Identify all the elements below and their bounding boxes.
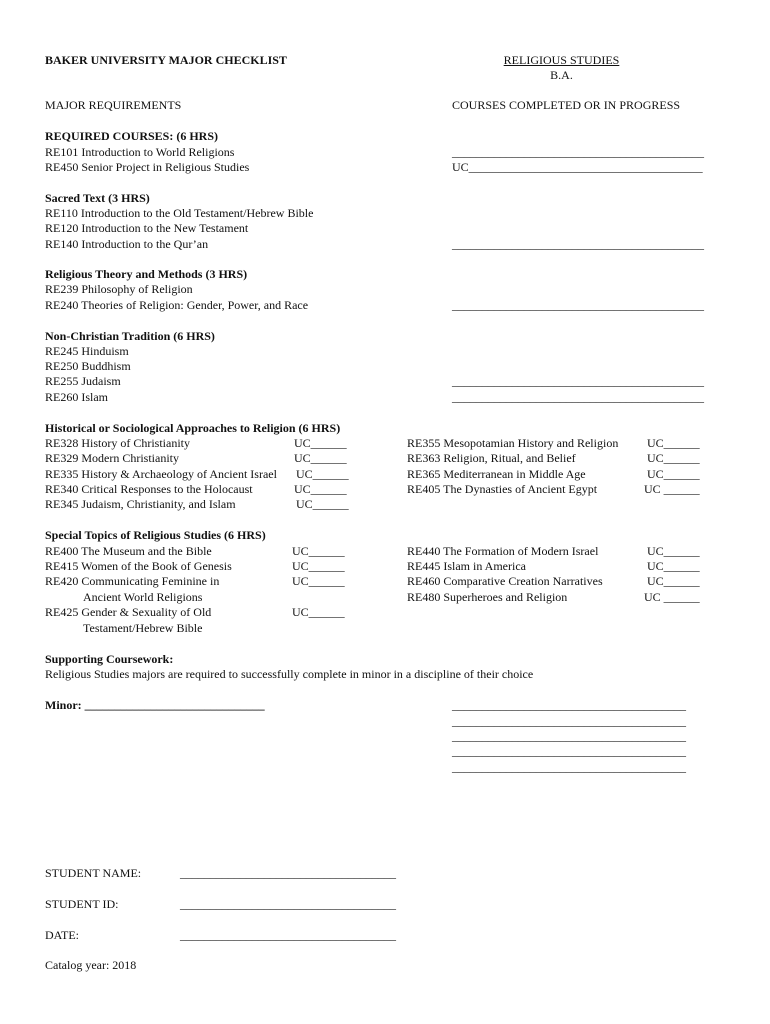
historical-course-re329: RE329 Modern Christianity (45, 451, 179, 465)
special-course-re425: RE425 Gender & Sexuality of Old (45, 605, 212, 619)
historical-course-re335: RE335 History & Archaeology of Ancient Israel (45, 467, 277, 481)
minor-blank-line-1[interactable]: _______________________________________ (452, 698, 686, 712)
historical-mark-re340[interactable]: UC______ (294, 482, 347, 496)
non-christian-blank-line-1[interactable]: __________________________________________ (452, 374, 704, 388)
special-topics-heading: Special Topics of Religious Studies (6 HRS) (45, 528, 266, 542)
required-course-re101: RE101 Introduction to World Religions (45, 145, 235, 159)
required-course-re450: RE450 Senior Project in Religious Studies (45, 160, 250, 174)
historical-mark-re365[interactable]: UC______ (647, 467, 700, 481)
special-mark-re420[interactable]: UC______ (292, 574, 345, 588)
sacred-text-heading: Sacred Text (3 HRS) (45, 191, 150, 205)
historical-mark-re335[interactable]: UC______ (296, 467, 349, 481)
non-christian-heading: Non-Christian Tradition (6 HRS) (45, 329, 215, 343)
catalog-year: Catalog year: 2018 (45, 958, 137, 972)
date-label: DATE: (45, 928, 79, 942)
special-course-re415: RE415 Women of the Book of Genesis (45, 559, 232, 573)
theory-course-re239: RE239 Philosophy of Religion (45, 282, 193, 296)
special-mark-re460[interactable]: UC______ (647, 574, 700, 588)
non-christian-course-re245: RE245 Hinduism (45, 344, 129, 358)
non-christian-course-re260: RE260 Islam (45, 390, 108, 404)
minor-blank-line-2[interactable]: _______________________________________ (452, 714, 686, 728)
supporting-coursework-heading: Supporting Coursework: (45, 652, 174, 666)
special-mark-re425[interactable]: UC______ (292, 605, 345, 619)
historical-course-re328: RE328 History of Christianity (45, 436, 190, 450)
historical-mark-re363[interactable]: UC______ (647, 451, 700, 465)
non-christian-course-re250: RE250 Buddhism (45, 359, 131, 373)
student-name-label: STUDENT NAME: (45, 866, 142, 880)
special-course-re460: RE460 Comparative Creation Narratives (407, 574, 603, 588)
minor-field[interactable]: Minor: ______________________________ (45, 698, 265, 712)
special-mark-re400[interactable]: UC______ (292, 544, 345, 558)
required-courses-heading: REQUIRED COURSES: (6 HRS) (45, 129, 219, 143)
historical-mark-re328[interactable]: UC______ (294, 436, 347, 450)
historical-course-re355: RE355 Mesopotamian History and Religion (407, 436, 619, 450)
sacred-course-re110: RE110 Introduction to the Old Testament/Hebrew Bible (45, 206, 314, 220)
special-course-re420: RE420 Communicating Feminine in (45, 574, 220, 588)
historical-course-re340: RE340 Critical Responses to the Holocaust (45, 482, 253, 496)
historical-course-re363: RE363 Religion, Ritual, and Belief (407, 451, 576, 465)
non-christian-course-re255: RE255 Judaism (45, 374, 121, 388)
historical-mark-re329[interactable]: UC______ (294, 451, 347, 465)
theory-course-re240: RE240 Theories of Religion: Gender, Power, and Race (45, 298, 309, 312)
special-course-re440: RE440 The Formation of Modern Israel (407, 544, 599, 558)
special-mark-re440[interactable]: UC______ (647, 544, 700, 558)
historical-heading: Historical or Sociological Approaches to Religion (6 HRS) (45, 421, 341, 435)
non-christian-blank-line-2[interactable]: __________________________________________ (452, 390, 704, 404)
checklist-title: BAKER UNIVERSITY MAJOR CHECKLIST (45, 53, 287, 67)
minor-blank-line-5[interactable]: _______________________________________ (452, 760, 686, 774)
special-mark-re445[interactable]: UC______ (647, 559, 700, 573)
special-course-re480: RE480 Superheroes and Religion (407, 590, 568, 604)
theory-blank-line[interactable]: __________________________________________ (452, 298, 704, 312)
sacred-blank-line[interactable]: __________________________________________ (452, 237, 704, 251)
special-course-re420-cont: Ancient World Religions (83, 590, 203, 604)
sacred-course-re140: RE140 Introduction to the Qur’an (45, 237, 209, 251)
historical-course-re345: RE345 Judaism, Christianity, and Islam (45, 497, 236, 511)
supporting-coursework-text: Religious Studies majors are required to successfully complete in minor in a discipline of their choice (45, 667, 534, 681)
theory-heading: Religious Theory and Methods (3 HRS) (45, 267, 248, 281)
historical-course-re365: RE365 Mediterranean in Middle Age (407, 467, 586, 481)
historical-course-re405: RE405 The Dynasties of Ancient Egypt (407, 482, 598, 496)
sacred-course-re120: RE120 Introduction to the New Testament (45, 221, 249, 235)
special-mark-re480[interactable]: UC ______ (644, 590, 700, 604)
courses-completed-heading: COURSES COMPLETED OR IN PROGRESS (452, 98, 681, 112)
program-name: RELIGIOUS STUDIES (503, 53, 620, 67)
historical-mark-re405[interactable]: UC ______ (644, 482, 700, 496)
minor-blank-line-3[interactable]: _______________________________________ (452, 729, 686, 743)
required-blank-line-uc[interactable]: UC_______________________________________ (452, 160, 703, 174)
student-id-label: STUDENT ID: (45, 897, 119, 911)
special-course-re425-cont: Testament/Hebrew Bible (83, 621, 203, 635)
date-field[interactable]: ____________________________________ (180, 928, 396, 942)
student-name-field[interactable]: ____________________________________ (180, 866, 396, 880)
minor-blank-line-4[interactable]: _______________________________________ (452, 744, 686, 758)
special-course-re400: RE400 The Museum and the Bible (45, 544, 212, 558)
special-mark-re415[interactable]: UC______ (292, 559, 345, 573)
special-course-re445: RE445 Islam in America (407, 559, 526, 573)
historical-mark-re355[interactable]: UC______ (647, 436, 700, 450)
major-requirements-heading: MAJOR REQUIREMENTS (45, 98, 182, 112)
student-id-field[interactable]: ____________________________________ (180, 897, 396, 911)
historical-mark-re345[interactable]: UC______ (296, 497, 349, 511)
required-blank-line[interactable]: __________________________________________ (452, 145, 704, 159)
degree-label: B.A. (550, 68, 573, 82)
